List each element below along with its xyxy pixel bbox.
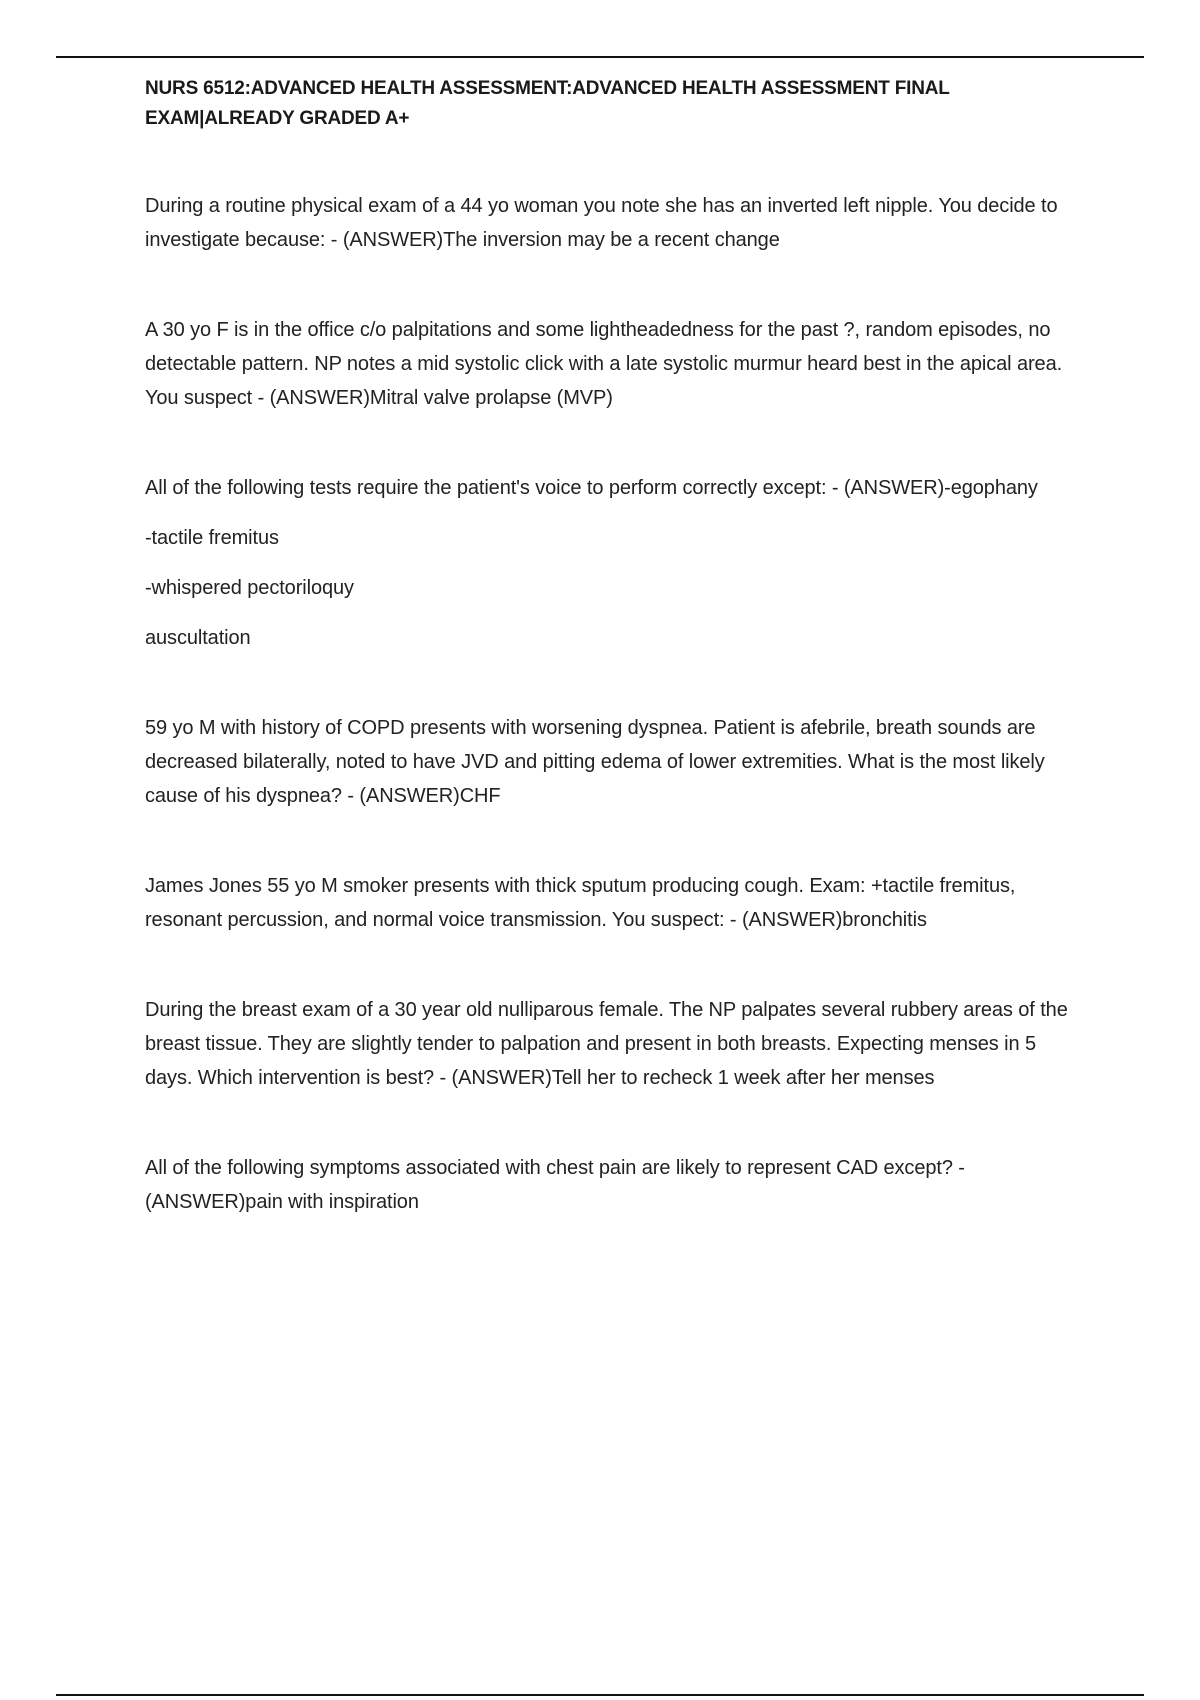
question-text: During a routine physical exam of a 44 yo woman you note she has an inverted left nipple. You decide to investigate because: - (ANSWER)The inversion may be a recent change xyxy=(145,195,1058,251)
question-item xyxy=(145,993,1085,1095)
question-text: All of the following tests require the patient's voice to perform correctly except: - (ANSWER)-egophany xyxy=(145,477,1038,499)
question-item xyxy=(145,313,1085,415)
top-rule xyxy=(56,56,1144,58)
question-subline: -tactile fremitus xyxy=(145,527,279,549)
question-text: A 30 yo F is in the office c/o palpitations and some lightheadedness for the past ?, random episodes, no detectable pattern. NP notes a mid systolic click with a late systolic murmur heard best in the apical area. You suspect - (ANSWER)Mitral valve prolapse (MVP) xyxy=(145,319,1063,409)
question-text: James Jones 55 yo M smoker presents with thick sputum producing cough. Exam: +tactile fremitus, resonant percussion, and normal voice transmission. You suspect: - (ANSWER)bronchitis xyxy=(145,875,1016,931)
question-subline: auscultation xyxy=(145,627,251,649)
question-subline: -whispered pectoriloquy xyxy=(145,577,354,599)
bottom-rule xyxy=(56,1694,1144,1696)
question-item xyxy=(145,189,1085,257)
question-text: 59 yo M with history of COPD presents with worsening dyspnea. Patient is afebrile, breath sounds are decreased bilaterally, noted to have JVD and pitting edema of lower extremities. What is the most likely cause of his dyspnea? - (ANSWER)CHF xyxy=(145,717,1045,807)
question-item xyxy=(145,471,1085,655)
question-item xyxy=(145,711,1085,813)
question-text: During the breast exam of a 30 year old nulliparous female. The NP palpates several rubbery areas of the breast tissue. They are slightly tender to palpation and present in both breasts. Expecting menses in 5 days. Which intervention is best? - (ANSWER)Tell her to recheck 1 week after her menses xyxy=(145,999,1068,1089)
page-content xyxy=(145,74,1085,1219)
question-item xyxy=(145,1151,1085,1219)
question-text: All of the following symptoms associated with chest pain are likely to represent CAD except? - (ANSWER)pain with inspiration xyxy=(145,1157,965,1213)
question-item xyxy=(145,869,1085,937)
document-title: NURS 6512:ADVANCED HEALTH ASSESSMENT:ADVANCED HEALTH ASSESSMENT FINAL EXAM|ALREADY GRADED A+ xyxy=(145,78,950,129)
